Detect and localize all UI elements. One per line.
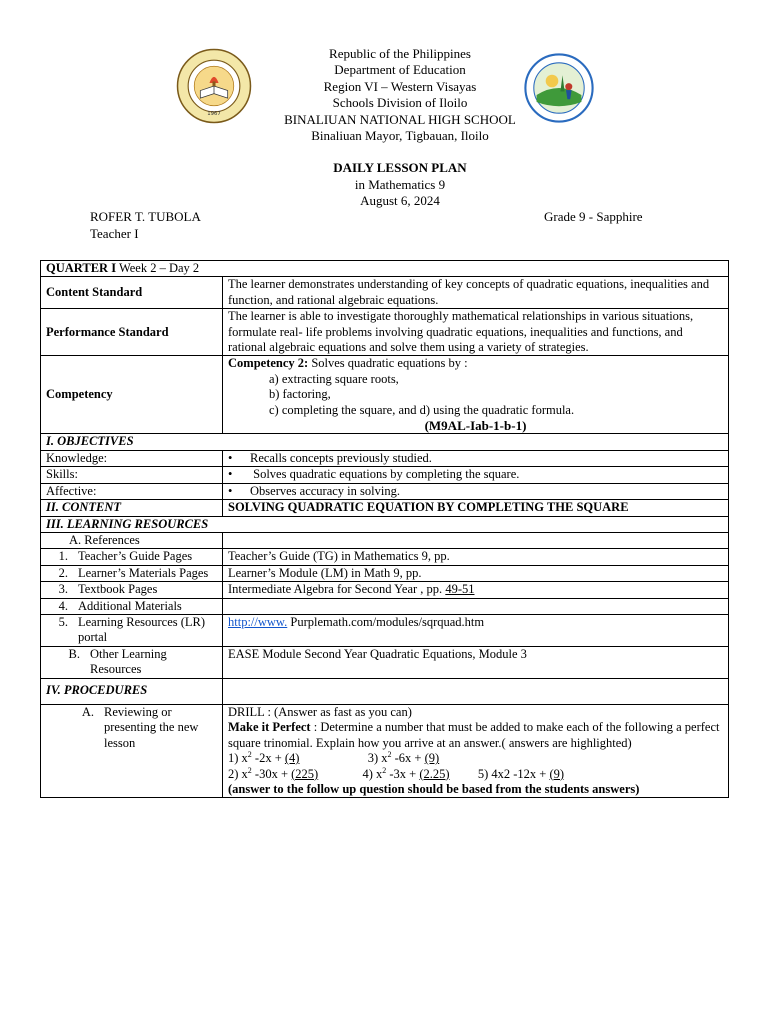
document-title: DAILY LESSON PLAN [333, 160, 467, 175]
ref-1-value: Teacher’s Guide (TG) in Mathematics 9, pp. [223, 549, 729, 565]
lr-portal-link[interactable]: http://www. [228, 614, 288, 629]
ref-5-value: Purplemath.com/modules/sqrquad.htm [287, 614, 485, 629]
quarter-week-day: Week 2 – Day 2 [116, 261, 200, 275]
learning-resources-row [41, 516, 729, 532]
quarter-cell [41, 261, 729, 277]
competency-item-b: b) factoring, [269, 387, 331, 402]
other-resources-value: EASE Module Second Year Quadratic Equations, Module 3 [223, 646, 729, 678]
problem-4-text: 4) x [362, 766, 383, 781]
make-perfect-instructions: : Determine a number that must be added to make each of the following a perfect square trinomial. Explain how you arrive at an answer.( answers are highlighted) [228, 720, 720, 750]
header-line-3: Region VI – Western Visayas [323, 78, 477, 94]
content-row [41, 500, 729, 516]
header-line-1: Republic of the Philippines [329, 46, 471, 61]
make-perfect-text [228, 720, 723, 751]
ref-4-value [223, 598, 729, 614]
ref-2-label: Learner’s Materials Pages [78, 565, 209, 580]
problem-1-text: 1) x [228, 751, 248, 766]
bullet-icon: • [228, 483, 233, 498]
problem-3-text: 3) x [367, 751, 388, 766]
other-resources-row [41, 646, 729, 678]
header-line-4: Schools Division of Iloilo [332, 95, 468, 111]
affective-row [41, 483, 729, 499]
competency-label: Competency [41, 356, 223, 434]
header-line-5: BINALIUAN NATIONAL HIGH SCHOOL [284, 111, 516, 127]
ref-4-label: Additional Materials [78, 598, 182, 613]
ref-3-value-cell [223, 582, 729, 598]
affective-label: Affective: [41, 483, 223, 499]
ref-2-label-cell [41, 565, 223, 581]
header-line-6: Binaliuan Mayor, Tigbauan, Iloilo [311, 128, 489, 144]
references-empty [223, 532, 729, 548]
teacher-name: ROFER T. TUBOLA [90, 209, 201, 224]
procedures-empty [223, 678, 729, 704]
exponent: 2 [387, 750, 392, 760]
ref-2-num: 2. [58, 565, 68, 580]
teacher-position: Teacher I [90, 225, 139, 241]
problem-4-answer: (2.25) [419, 766, 450, 781]
knowledge-text: Recalls concepts previously studied. [250, 450, 432, 465]
make-perfect-title: Make it Perfect [228, 720, 311, 735]
quarter-row [41, 261, 729, 277]
title-block [200, 160, 600, 210]
ref-row-2 [41, 565, 729, 581]
ref-3-label-cell [41, 582, 223, 598]
subject-line: in Mathematics 9 [354, 176, 446, 192]
header-lines [200, 46, 600, 144]
procedure-a-content [223, 704, 729, 797]
affective-cell [223, 483, 729, 499]
other-resources-label: Other Learning Resources [90, 646, 167, 677]
ref-row-4 [41, 598, 729, 614]
problem-3-rest: -6x + [391, 751, 425, 766]
problem-3-answer: (9) [424, 751, 440, 766]
procedures-row [41, 678, 729, 704]
competency-item-c: c) completing the square, and d) using the quadratic formula. [269, 402, 575, 417]
ref-1-label: Teacher’s Guide Pages [78, 549, 193, 564]
followup-note: (answer to the follow up question should be based from the students answers) [228, 782, 640, 796]
knowledge-label: Knowledge: [41, 450, 223, 466]
competency-cell [223, 356, 729, 434]
content-topic: SOLVING QUADRATIC EQUATION BY COMPLETING THE SQUARE [223, 500, 729, 516]
bullet-icon: • [228, 450, 233, 465]
header-line-2: Department of Education [334, 62, 466, 78]
content-standard-row [41, 277, 729, 309]
ref-3-num: 3. [58, 582, 68, 597]
drill-line: DRILL : (Answer as fast as you can) [228, 704, 412, 719]
content-standard-label: Content Standard [41, 277, 223, 309]
ref-4-label-cell [41, 598, 223, 614]
ref-5-label: Learning Resources (LR) portal [78, 614, 206, 645]
procedure-a-label-cell [41, 704, 223, 797]
ref-2-value: Learner’s Module (LM) in Math 9, pp. [223, 565, 729, 581]
ref-1-label-cell [41, 549, 223, 565]
problem-line-1 [228, 751, 723, 766]
competency-code: (M9AL-Iab-1-b-1) [424, 418, 527, 434]
ref-5-label-cell [41, 614, 223, 646]
grade-section: Grade 9 - Sapphire [544, 209, 643, 224]
competency-title: Competency 2: [228, 356, 309, 371]
performance-standard-text: The learner is able to investigate thoroughly mathematical relationships in various situations, formulate real- life problems involving quadratic equations, inequalities and functions, and rational algebraic equations and solve them using a variety of strategies. [223, 309, 729, 356]
skills-cell [223, 467, 729, 483]
ref-1-num: 1. [58, 549, 68, 564]
lesson-plan-table [40, 260, 729, 798]
ref-row-3 [41, 582, 729, 598]
references-row [41, 532, 729, 548]
skills-text: Solves quadratic equations by completing the square. [250, 467, 520, 482]
skills-label: Skills: [41, 467, 223, 483]
other-resources-label-cell [41, 646, 223, 678]
ref-5-num: 5. [58, 614, 68, 629]
exponent: 2 [382, 765, 387, 775]
problem-1-answer: (4) [284, 751, 300, 766]
procedure-a-row [41, 704, 729, 797]
exponent: 2 [247, 765, 252, 775]
ref-3-value: Intermediate Algebra for Second Year , pp. [228, 582, 446, 597]
performance-standard-row [41, 309, 729, 356]
teacher-info [90, 209, 201, 242]
problem-4-rest: -3x + [386, 766, 420, 781]
objectives-heading: I. OBJECTIVES [41, 434, 729, 450]
problem-2-rest: -30x + [251, 766, 292, 781]
ref-row-1 [41, 549, 729, 565]
competency-row [41, 356, 729, 434]
content-standard-text: The learner demonstrates understanding of key concepts of quadratic equations, inequalities and function, and rational algebraic equations. [223, 277, 729, 309]
performance-standard-label: Performance Standard [41, 309, 223, 356]
procedure-a-label: Reviewing or presenting the new lesson [104, 704, 199, 750]
objectives-row [41, 434, 729, 450]
procedure-a-num: A. [81, 704, 94, 719]
other-resources-num: B. [68, 646, 80, 661]
problem-5-answer: (9) [549, 766, 565, 781]
content-heading: II. CONTENT [41, 500, 223, 516]
exponent: 2 [247, 750, 252, 760]
references-label: A. References [41, 532, 223, 548]
knowledge-row [41, 450, 729, 466]
competency-intro: Solves quadratic equations by : [308, 356, 468, 371]
ref-3-label: Textbook Pages [78, 582, 158, 597]
problem-1-rest: -2x + [251, 751, 285, 766]
ref-3-pages: 49-51 [445, 582, 475, 597]
date-line: August 6, 2024 [360, 193, 440, 208]
ref-4-num: 4. [58, 598, 68, 613]
learning-resources-heading: III. LEARNING RESOURCES [41, 516, 729, 532]
ref-row-5 [41, 614, 729, 646]
problem-line-2 [228, 767, 723, 782]
skills-row [41, 467, 729, 483]
problem-2-answer: (225) [291, 766, 319, 781]
affective-text: Observes accuracy in solving. [250, 483, 400, 498]
knowledge-cell [223, 450, 729, 466]
procedures-heading: IV. PROCEDURES [41, 678, 223, 704]
bullet-icon: • [228, 467, 233, 482]
svg-text:1967: 1967 [207, 110, 221, 117]
competency-item-a: a) extracting square roots, [269, 371, 399, 386]
problem-2-text: 2) x [228, 766, 248, 781]
problem-5-text: 5) 4x2 -12x + [477, 766, 550, 781]
quarter-label: QUARTER I [46, 261, 117, 275]
ref-5-value-cell [223, 614, 729, 646]
